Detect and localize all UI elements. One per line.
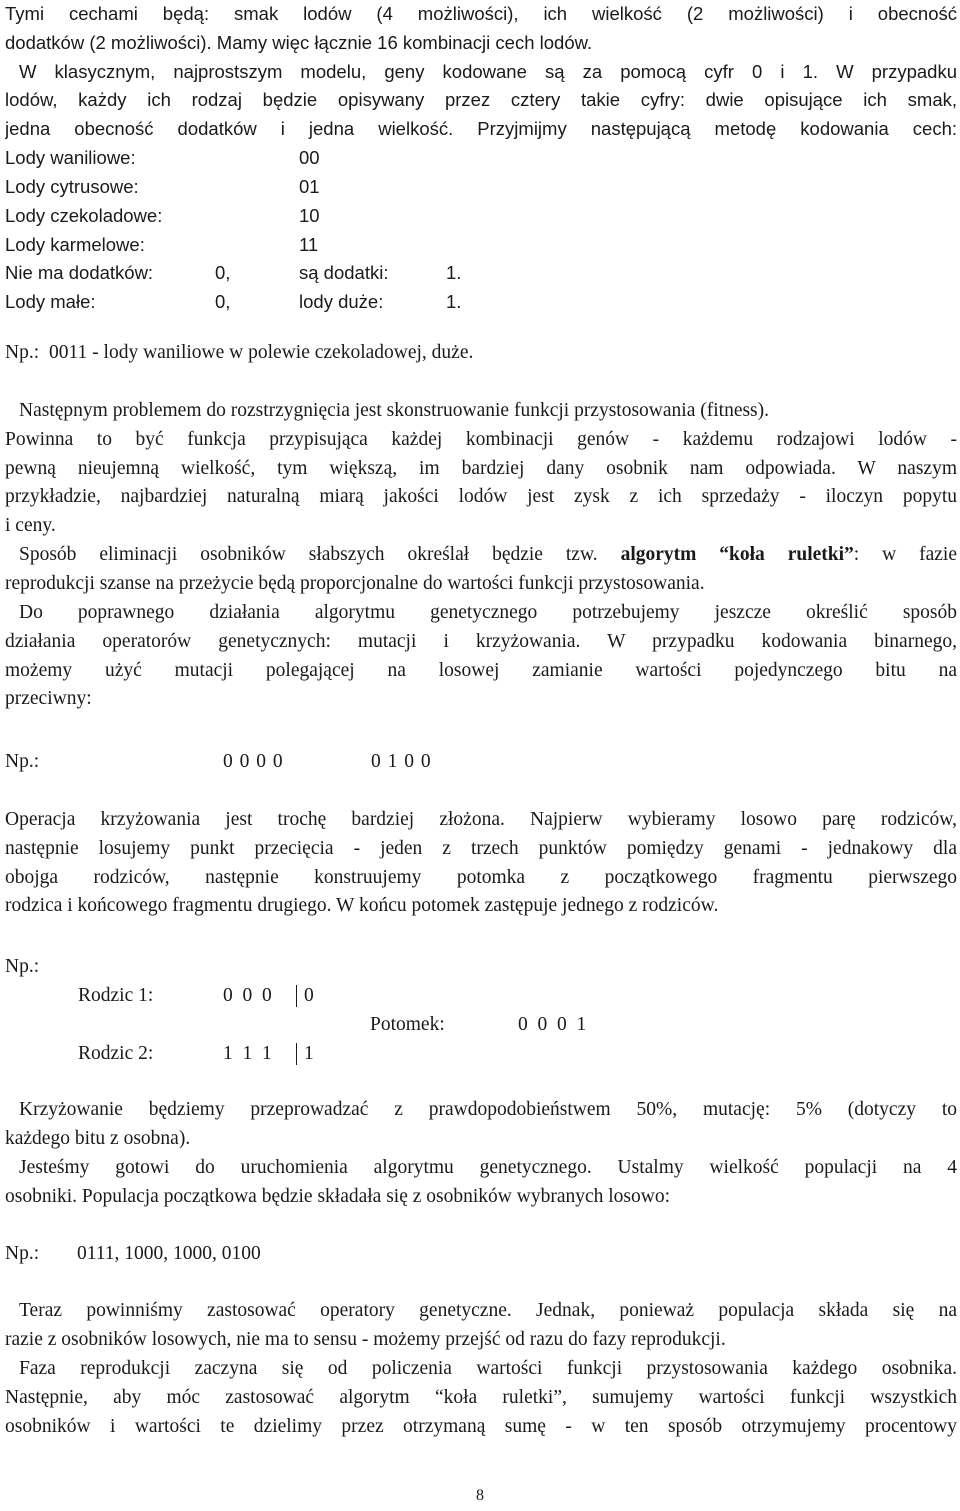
sizes-label-b: lody duże: <box>299 291 384 312</box>
page-number: 8 <box>476 1487 484 1504</box>
roulette-term: algorytm “koła ruletki” <box>620 544 854 565</box>
text-line: przykładzie, najbardziej naturalną miarą jakości lodów jest zysk z ich sprzedaży - iloczyn popytu <box>5 486 957 508</box>
text-line: możemy użyć mutacji polegającej na losowej zamianie wartości pojedynczego bitu na <box>5 659 957 681</box>
example-text: 0011 - lody waniliowe w polewie czekoladowej, duże. <box>49 342 474 363</box>
example-text: 0111, 1000, 1000, 0100 <box>77 1243 261 1264</box>
additions-label-b: są dodatki: <box>299 262 389 283</box>
text-line: Faza reprodukcji zaczyna się od policzenia wartości funkcji przystosowania każdego osobnika. <box>19 1358 957 1379</box>
text-line: jedna obecność dodatków i jedna wielkość. Przyjmijmy następującą metodę kodowania cech: <box>5 118 957 140</box>
additions-value-b: 1. <box>446 262 462 283</box>
text-line: Następnie, aby móc zastosować algorytm “koła ruletki”, sumujemy wartości funkcji wszystkich <box>5 1386 957 1408</box>
example-np: Np.: <box>5 1243 40 1264</box>
flavor-label: Lody karmelowe: <box>5 234 145 255</box>
flavor-label: Lody waniliowe: <box>5 147 136 168</box>
parent1-tail: 0 <box>304 985 314 1006</box>
fitness-paragraph <box>5 397 957 541</box>
flavor-label: Lody czekoladowe: <box>5 205 163 226</box>
text-line: dodatków (2 możliwości). Mamy więc łącznie 16 kombinacji cech lodów. <box>5 31 593 53</box>
crossover-point-divider <box>296 1043 297 1065</box>
text-line: następnie losujemy punkt przecięcia - jeden z trzech punktów pomiędzy genami - jednakowy dla <box>5 837 957 859</box>
text-line: rodzica i końcowego fragmentu drugiego. W końcu potomek zastępuje jednego z rodziców. <box>5 895 719 917</box>
text-line: Następnym problemem do rozstrzygnięcia jest skonstruowanie funkcji przystosowania (fitness). <box>19 400 770 421</box>
example-np: Np.: <box>5 342 40 363</box>
child-genes: 0 0 0 1 <box>518 1014 587 1035</box>
text-line: W klasycznym, najprostszym modelu, geny kodowane są za pomocą cyfr 0 i 1. W przypadku <box>19 60 957 82</box>
probabilities-paragraph <box>5 1096 957 1154</box>
text-line: każdego bitu z osobna). <box>5 1127 191 1149</box>
text-span: : w fazie <box>853 544 957 565</box>
additions-value-a: 0, <box>215 262 231 283</box>
text-line: Powinna to być funkcja przypisująca każdej kombinacji genów - każdemu rodzajowi lodów - <box>5 428 957 450</box>
flavor-code: 01 <box>299 176 320 197</box>
sizes-label-a: Lody małe: <box>5 291 96 312</box>
text-line: Operacja krzyżowania jest trochę bardziej złożona. Najpierw wybieramy losowo parę rodziców, <box>5 809 957 830</box>
mutation-paragraph <box>5 599 957 714</box>
text-line: lodów, każdy ich rodzaj będzie opisywany przez cztery takie cyfry: dwie opisujące ich smak, <box>5 89 957 111</box>
flavor-label: Lody cytrusowe: <box>5 176 139 197</box>
parent2-tail: 1 <box>304 1043 314 1064</box>
roulette-paragraph <box>5 541 957 599</box>
text-line: reprodukcji szanse na przeżycie będą proporcjonalne do wartości funkcji przystosowania. <box>5 572 705 594</box>
reproduction-paragraph <box>5 1355 957 1441</box>
example-np: Np.: <box>5 751 40 772</box>
flavor-code: 10 <box>299 205 320 226</box>
sizes-value-b: 1. <box>446 291 462 312</box>
text-line: Jesteśmy gotowi do uruchomienia algorytmu genetycznego. Ustalmy wielkość populacji na 4 <box>19 1157 957 1178</box>
text-line: Teraz powinniśmy zastosować operatory genetyczne. Jednak, ponieważ populacja składa się na <box>19 1300 957 1321</box>
crossover-point-divider <box>296 985 297 1007</box>
text-line: i ceny. <box>5 515 56 537</box>
text-span: Sposób eliminacji osobników słabszych określał będzie tzw. <box>19 544 621 565</box>
parent1-label: Rodzic 1: <box>78 985 154 1006</box>
parent2-genes: 1 1 1 <box>223 1043 272 1064</box>
operators-paragraph <box>5 1297 957 1355</box>
text-line: osobniki. Populacja początkowa będzie składała się z osobników wybranych losowo: <box>5 1185 671 1207</box>
text-line: osobników i wartości te dzielimy przez otrzymaną sumę - w ten sposób otrzymujemy procentowy <box>5 1415 957 1437</box>
text-line: razie z osobników losowych, nie ma to sensu - możemy przejść od razu do fazy reprodukcji. <box>5 1328 726 1350</box>
parent1-genes: 0 0 0 <box>223 985 272 1006</box>
crossover-paragraph <box>5 806 957 921</box>
text-line: przeciwny: <box>5 688 92 710</box>
flavor-code: 11 <box>299 234 319 255</box>
intro-paragraph <box>5 0 957 144</box>
text-line: obojga rodziców, następnie konstruujemy potomka z początkowego fragmentu pierwszego <box>5 866 957 888</box>
example-np: Np.: <box>5 956 40 977</box>
population-paragraph <box>5 1154 957 1212</box>
parent2-label: Rodzic 2: <box>78 1043 154 1064</box>
text-line: Krzyżowanie będziemy przeprowadzać z prawdopodobieństwem 50%, mutację: 5% (dotyczy to <box>19 1099 957 1120</box>
additions-label-a: Nie ma dodatków: <box>5 262 154 283</box>
flavor-code: 00 <box>299 147 320 168</box>
child-label: Potomek: <box>370 1014 445 1035</box>
mutation-after: 0 1 0 0 <box>371 751 431 772</box>
text-line: Tymi cechami będą: smak lodów (4 możliwości), ich wielkość (2 możliwości) i obecność <box>5 3 957 24</box>
mutation-before: 0 0 0 0 <box>223 751 283 772</box>
text-line: Do poprawnego działania algorytmu genetycznego potrzebujemy jeszcze określić sposób <box>19 602 957 623</box>
text-line: działania operatorów genetycznych: mutacji i krzyżowania. W przypadku kodowania binarnego, <box>5 630 957 652</box>
text-line: pewną nieujemną wielkość, tym większą, im bardziej dany osobnik nam odpowiada. W naszym <box>5 457 957 479</box>
text-line <box>5 541 957 570</box>
sizes-value-a: 0, <box>215 291 231 312</box>
